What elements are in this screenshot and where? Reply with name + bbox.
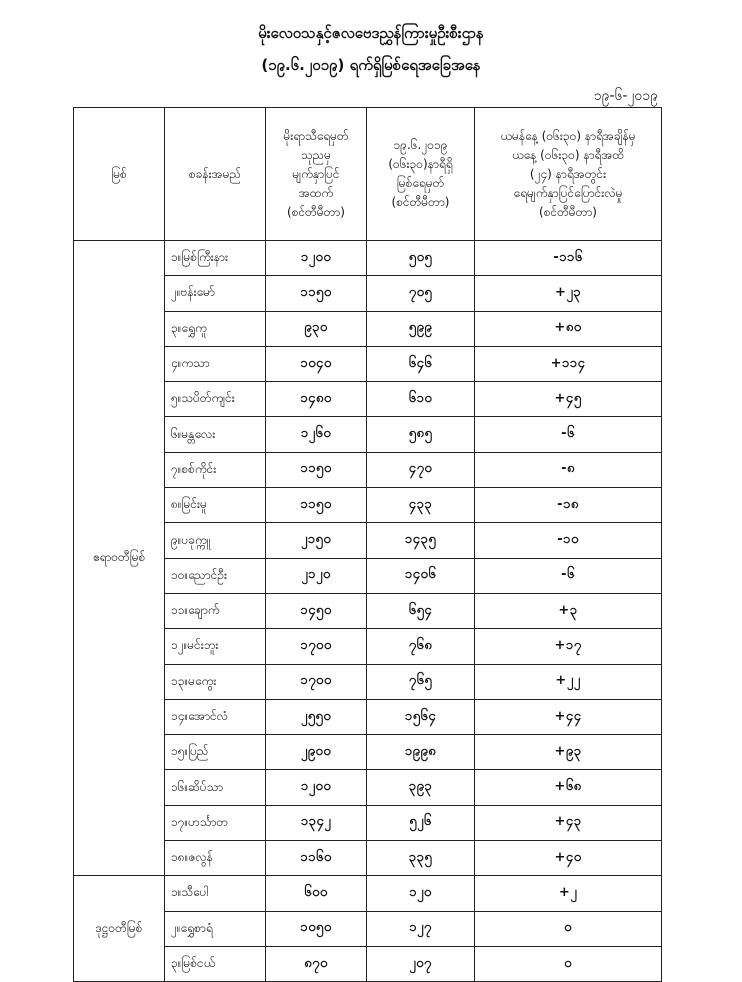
table-header-row (74, 108, 662, 241)
current-level-cell: ၁၄၀၆ (367, 558, 475, 593)
current-level-cell: ၁၅၆၄ (367, 699, 475, 734)
danger-level-cell: ၁၃၄၂ (266, 805, 367, 840)
current-level-cell: ၇၀၅ (367, 276, 475, 311)
danger-level-cell: ၁၇၀၀ (266, 629, 367, 664)
table-row (74, 241, 662, 276)
level-change-cell: +၄၀ (475, 841, 662, 876)
current-level-cell: ၁၂၀ (367, 876, 475, 911)
station-name-cell: ၃။ရွှေကူ (165, 311, 266, 346)
header-current-line: ၁၉.၆.၂၀၁၉ (393, 138, 448, 152)
station-name-cell: ၇။စစ်ကိုင်း (165, 452, 266, 487)
header-river: မြစ် (74, 108, 165, 241)
station-name-cell: ၁၈။ဇလွန် (165, 841, 266, 876)
danger-level-cell: ၉၃၀ (266, 311, 367, 346)
station-name-cell: ၂။ဗန်းမော် (165, 276, 266, 311)
current-level-cell: ၅၉၉ (367, 311, 475, 346)
danger-level-cell: ၁၀၄၀ (266, 346, 367, 381)
station-name-cell: ၅။သပိတ်ကျင်း (165, 382, 266, 417)
current-level-cell: ၄၃၃ (367, 488, 475, 523)
current-level-cell: ၆၅၄ (367, 593, 475, 628)
station-name-cell: ၁၃။မကွေး (165, 664, 266, 699)
level-change-cell: -၈ (475, 452, 662, 487)
station-name-cell: ၉။ပခုက္ကူ (165, 523, 266, 558)
level-change-cell: -၁၈ (475, 488, 662, 523)
level-change-cell: +၂၂ (475, 664, 662, 699)
header-current-line: (စင်တီမီတာ) (391, 195, 450, 209)
danger-level-cell: ၂၁၂၀ (266, 558, 367, 593)
danger-level-cell: ၁၂၆၀ (266, 417, 367, 452)
report-subtitle: (၁၉.၆.၂၀၁၉) ရက်ရှိမြစ်ရေအခြေအနေ (261, 56, 481, 74)
report-title: မိုးလေဝသနှင့်ဇလဗေဒညွှန်ကြားမှုဦးစီးဌာန (258, 24, 484, 42)
current-level-cell: ၅၀၅ (367, 241, 475, 276)
river-water-level-table (73, 107, 662, 982)
station-name-cell: ၈။မြင်းမူ (165, 488, 266, 523)
danger-level-cell: ၂၉၀၀ (266, 735, 367, 770)
level-change-cell: +၃ (475, 593, 662, 628)
current-level-cell: ၇၆၈ (367, 629, 475, 664)
header-danger-line: အထက် (298, 185, 334, 200)
header-current-line: မြစ်ရေမှတ် (396, 176, 445, 190)
table-body (74, 241, 662, 982)
report-date: ၁၉-၆-၂၀၁၉ (593, 88, 658, 104)
station-name-cell: ၄။ကသာ (165, 346, 266, 381)
danger-level-cell: ၁၄၅၀ (266, 593, 367, 628)
level-change-cell: -၁၀ (475, 523, 662, 558)
danger-level-cell: ၁၇၀၀ (266, 664, 367, 699)
level-change-cell: +၂ (475, 876, 662, 911)
header-change-line: ယနေ့ (၀၆း၃၀) နာရီအထိ (511, 147, 625, 162)
river-name-cell: ဧရာဝတီမြစ် (74, 241, 165, 876)
level-change-cell: +၁၁၄ (475, 346, 662, 381)
station-name-cell: ၃။မြစ်ငယ် (165, 946, 266, 981)
danger-level-cell: ၈၇၀ (266, 946, 367, 981)
level-change-cell: +၉၃ (475, 735, 662, 770)
current-level-cell: ၆၄၆ (367, 346, 475, 381)
header-change-line: ယမန်နေ့ (၀၆း၃၀) နာရီအချိန်မှ (500, 128, 636, 143)
current-level-cell: ၁၂၇ (367, 911, 475, 946)
table-row (74, 876, 662, 911)
station-name-cell: ၁၇။ဟင်္သာတ (165, 805, 266, 840)
danger-level-cell: ၁၁၅၀ (266, 488, 367, 523)
danger-level-cell: ၁၁၅၀ (266, 452, 367, 487)
header-danger-line: မျက်နှာပြင် (292, 166, 340, 181)
level-change-cell: +၂၃ (475, 276, 662, 311)
header-danger-line: မိုးရာသီရေမှတ် (283, 128, 349, 143)
station-name-cell: ၂။ရွှေစာရံ (165, 911, 266, 946)
level-change-cell: ၀ (475, 911, 662, 946)
current-level-cell: ၅၂၆ (367, 805, 475, 840)
danger-level-cell: ၁၀၅၀ (266, 911, 367, 946)
danger-level-cell: ၂၅၅၀ (266, 699, 367, 734)
current-level-cell: ၃၉၃ (367, 770, 475, 805)
level-change-cell: +၆၈ (475, 770, 662, 805)
station-name-cell: ၆။မန္တလေး (165, 417, 266, 452)
header-change-line: (၂၄) နာရီအတွင်း (529, 166, 607, 181)
header-danger-line: (စင်တီမီတာ) (287, 204, 345, 219)
current-level-cell: ၄၇၀ (367, 452, 475, 487)
level-change-cell: -၆ (475, 558, 662, 593)
header-24h-change (475, 108, 662, 241)
danger-level-cell: ၂၁၅၀ (266, 523, 367, 558)
header-change-line: (စင်တီမီတာ) (539, 204, 597, 219)
station-name-cell: ၁။သီပေါ (165, 876, 266, 911)
level-change-cell: +၄၄ (475, 699, 662, 734)
header-station: စခန်းအမည် (165, 108, 266, 241)
level-change-cell: ၀ (475, 946, 662, 981)
danger-level-cell: ၁၁၅၀ (266, 276, 367, 311)
level-change-cell: +၄၅ (475, 382, 662, 417)
level-change-cell: +၁၇ (475, 629, 662, 664)
danger-level-cell: ၁၄၈၀ (266, 382, 367, 417)
station-name-cell: ၁၀။ညောင်ဦး (165, 558, 266, 593)
station-name-cell: ၁။မြစ်ကြီးနား (165, 241, 266, 276)
station-name-cell: ၁၁။ချောက် (165, 593, 266, 628)
station-name-cell: ၁၅။ပြည် (165, 735, 266, 770)
current-level-cell: ၁၄၃၅ (367, 523, 475, 558)
header-current-level (367, 108, 475, 241)
danger-level-cell: ၁၁၆၀ (266, 841, 367, 876)
level-change-cell: -၁၁၆ (475, 241, 662, 276)
level-change-cell: +၈၀ (475, 311, 662, 346)
station-name-cell: ၁၄။အောင်လံ (165, 699, 266, 734)
danger-level-cell: ၆၀၀ (266, 876, 367, 911)
level-change-cell: -၆ (475, 417, 662, 452)
header-danger-level (266, 108, 367, 241)
current-level-cell: ၅၈၅ (367, 417, 475, 452)
danger-level-cell: ၁၂၀၀ (266, 770, 367, 805)
header-current-line: (၀၆း၃၀)နာရီရှိ (388, 157, 453, 171)
current-level-cell: ၁၉၉၈ (367, 735, 475, 770)
current-level-cell: ၆၁၀ (367, 382, 475, 417)
station-name-cell: ၁၆။ဆိပ်သာ (165, 770, 266, 805)
station-name-cell: ၁၂။မင်းဘူး (165, 629, 266, 664)
current-level-cell: ၂၀၇ (367, 946, 475, 981)
header-change-line: ရေမျက်နှာပြင်ပြောင်းလဲမှု (513, 185, 623, 200)
level-change-cell: +၄၃ (475, 805, 662, 840)
header-danger-line: သုညမှ (300, 147, 332, 162)
danger-level-cell: ၁၂၀၀ (266, 241, 367, 276)
river-name-cell: ဒုဋ္ဌဝတီမြစ် (74, 876, 165, 982)
current-level-cell: ၇၆၅ (367, 664, 475, 699)
current-level-cell: ၃၃၅ (367, 841, 475, 876)
